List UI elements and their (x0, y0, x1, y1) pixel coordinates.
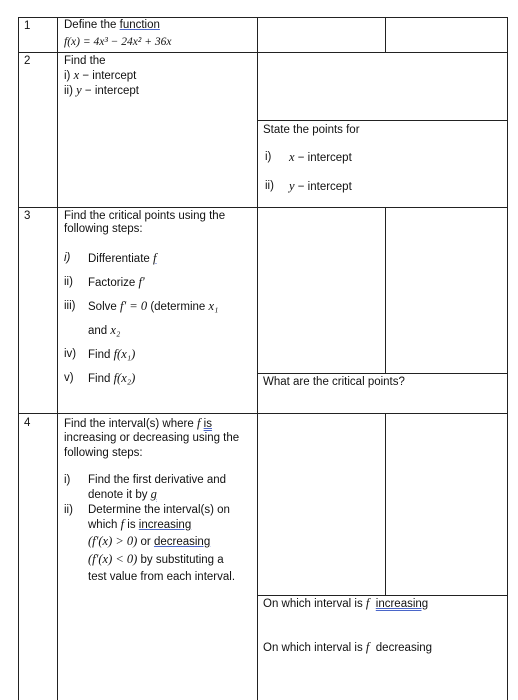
col-divider-question (257, 17, 258, 700)
function-link[interactable]: function (119, 19, 160, 31)
row1-prompt: Define the function (64, 19, 160, 31)
row2-answer-label-1: i) (265, 151, 272, 163)
row3-answer-heading: What are the critical points? (263, 376, 405, 388)
col-divider-answer-1 (385, 17, 386, 53)
row4-step2-line5: test value from each interval. (88, 571, 236, 583)
answer-divider-4 (257, 595, 508, 596)
table-border-right (507, 17, 508, 700)
row4-title-line2: increasing or decreasing using the (64, 432, 240, 444)
increasing-answer-link[interactable]: increasing (375, 598, 429, 610)
row2-answer-heading: State the points for (263, 124, 360, 136)
row3-step-3: Solve f′ = 0 (determine x₁ (88, 299, 219, 313)
answer-divider-2 (257, 120, 508, 121)
row4-step1-line2: denote it by g (88, 487, 157, 501)
row3-step-3-cont: and x₂ (88, 323, 121, 337)
table-border-left (18, 17, 19, 700)
row4-step-label-2: ii) (64, 504, 73, 516)
row2-title: Find the (64, 55, 106, 67)
function-formula: f(x) = 4x³ − 24x² + 36x (64, 36, 172, 48)
row-divider-3 (18, 413, 508, 414)
row4-step2-line3: (f′(x) > 0) or decreasing (88, 534, 211, 548)
row4-step2-line2: which f is increasing (88, 517, 192, 531)
row4-step2-line4: (f′(x) < 0) by substituting a (88, 552, 224, 566)
row3-step-2: Factorize f′ (88, 275, 145, 289)
row4-step1-line1: Find the first derivative and (88, 474, 227, 486)
row2-answer-label-2: ii) (265, 180, 274, 192)
row3-step-1: Differentiate f (88, 251, 157, 265)
row3-step-label-5: v) (64, 372, 74, 384)
row-number-2: 2 (24, 55, 31, 67)
row3-step-label-3: iii) (64, 300, 76, 312)
row4-answer-decreasing: On which interval is f decreasing (263, 640, 433, 654)
row-number-3: 3 (24, 210, 31, 222)
row-divider-1 (18, 52, 508, 53)
answer-divider-3 (257, 373, 508, 374)
row3-title-line1: Find the critical points using the (64, 210, 226, 222)
row4-answer-increasing: On which interval is f increasing (263, 596, 429, 610)
row3-step-5: Find f(x₂) (88, 371, 136, 385)
row2-item-1: i) x − intercept (64, 68, 137, 82)
row-divider-2 (18, 207, 508, 208)
row3-title-line2: following steps: (64, 223, 143, 235)
row2-item-2: ii) y − intercept (64, 83, 139, 97)
row2-answer-item-2: y − intercept (289, 179, 352, 193)
row-number-4: 4 (24, 417, 31, 429)
row4-step2-line1: Determine the interval(s) on (88, 504, 230, 516)
row3-step-4: Find f(x₁) (88, 347, 136, 361)
col-divider-number (57, 17, 58, 700)
row4-step-label-1: i) (64, 474, 71, 486)
col-divider-answer-3 (385, 207, 386, 374)
row-number-1: 1 (24, 20, 31, 32)
row4-title-line1: Find the interval(s) where f is (64, 416, 212, 430)
row2-answer-item-1: x − intercept (289, 150, 352, 164)
increasing-link[interactable]: increasing (138, 519, 192, 531)
row3-step-label-2: ii) (64, 276, 73, 288)
decreasing-link[interactable]: decreasing (153, 536, 211, 548)
is-link[interactable]: is (203, 418, 212, 430)
row3-step-label-1: i) (64, 252, 71, 264)
col-divider-answer-4 (385, 413, 386, 596)
row4-title-line3: following steps: (64, 447, 143, 459)
row3-step-label-4: iv) (64, 348, 77, 360)
table-border-top (18, 17, 508, 18)
